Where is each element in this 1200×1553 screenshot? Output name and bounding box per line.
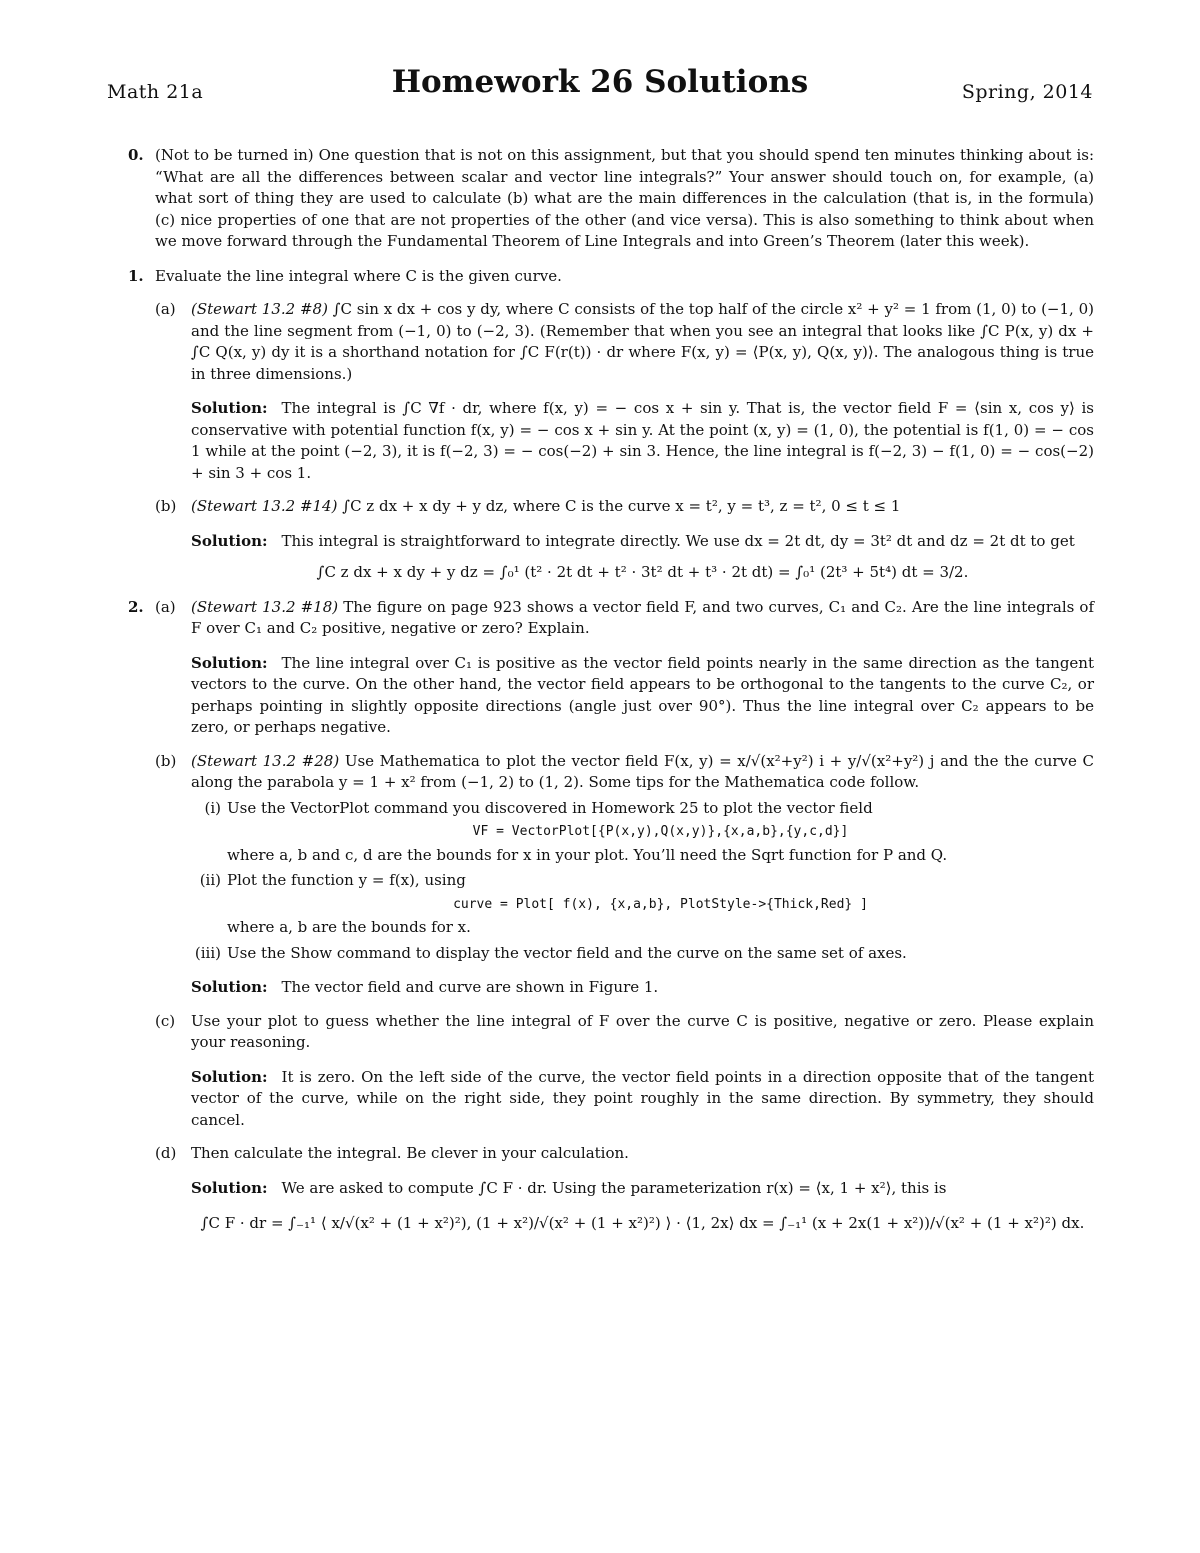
tip-text: Use the Show command to display the vector field and the curve on the same set of axes. — [227, 943, 907, 962]
page-title: Homework 26 Solutions — [391, 64, 809, 100]
code-snippet: curve = Plot[ f(x), {x,a,b}, PlotStyle->{Thick,Red} ] — [453, 896, 868, 912]
part-label: (b) — [155, 497, 177, 515]
tip-text: Use the VectorPlot command you discovered in Homework 25 to plot the vector field — [227, 798, 873, 817]
tip-ii — [191, 870, 1094, 939]
tip-label: (iii) — [194, 943, 221, 962]
problem-number: 0. — [128, 146, 144, 164]
solution-label: Solution: — [191, 531, 268, 550]
part-label: (d) — [155, 1144, 177, 1162]
question-text: ∫C sin x dx + cos y dy, where C consists of the top half of the circle x² + y² = 1 from (1, 0) to (−1, 0) and the line segment from (−1, 0) to (−2, 3). (Remember that when you see an integral that looks like ∫C P(x, y) dx + ∫C Q(x, y) dy it is a shorthand notation for ∫C F(r(t)) · dr where F(x, y) = ⟨P(x, y), Q(x, y)⟩. The analogous thing is true in three dimensions.) — [191, 300, 1094, 383]
textbook-reference: (Stewart 13.2 #28) — [191, 751, 340, 770]
problem-number: 1. — [128, 266, 144, 285]
problem-0 — [128, 145, 1094, 253]
solution — [191, 653, 1094, 739]
solution-text: It is zero. On the left side of the curve, the vector field points in a direction opposite that of the tangent vector of the curve, while on the right side, they point roughly in the same direction. By symmetry, they should cancel. — [191, 1067, 1094, 1129]
part-text — [191, 496, 1094, 518]
textbook-reference: (Stewart 13.2 #8) — [191, 300, 328, 318]
solution-text: We are asked to compute ∫C F · dr. Using the parameterization r(x) = ⟨x, 1 + x²⟩, this is — [281, 1178, 947, 1197]
solution — [191, 1178, 1094, 1200]
part-1a — [155, 299, 1094, 484]
part-label: (b) — [155, 751, 177, 770]
tip-label: (ii) — [199, 871, 221, 889]
part-2c — [155, 1011, 1094, 1132]
part-2a — [155, 597, 1094, 739]
tip-label: (i) — [204, 798, 221, 817]
solution — [191, 977, 1094, 999]
page-header — [107, 64, 1093, 112]
part-label: (a) — [155, 300, 176, 318]
part-2b — [155, 751, 1094, 999]
question-text: The figure on page 923 shows a vector field F, and two curves, C₁ and C₂. Are the line integrals of F over C₁ and C₂ positive, negative or zero? Explain. — [191, 597, 1094, 637]
solution — [191, 1067, 1094, 1132]
textbook-reference: (Stewart 13.2 #18) — [191, 597, 339, 616]
course-name: Math 21a — [107, 81, 204, 103]
part-1b — [155, 496, 1094, 584]
problem-1 — [128, 266, 1094, 584]
document-body — [128, 145, 1094, 1248]
textbook-reference: (Stewart 13.2 #14) — [191, 497, 338, 515]
solution-text: This integral is straightforward to integrate directly. We use dx = 2t dt, dy = 3t² dt and dz = 2t dt to get — [281, 531, 1075, 550]
tip-i — [191, 798, 1094, 867]
tip-note: where a, b are the bounds for x. — [227, 918, 471, 936]
tip-note: where a, b and c, d are the bounds for x in your plot. You’ll need the Sqrt function for P and Q. — [227, 845, 948, 864]
tip-text: Plot the function y = f(x), using — [227, 871, 466, 889]
term: Spring, 2014 — [961, 81, 1093, 103]
question-text: Then calculate the integral. Be clever in your calculation. — [191, 1144, 629, 1162]
solution-label: Solution: — [191, 978, 268, 996]
problem-2 — [128, 597, 1094, 1235]
part-text — [191, 597, 1094, 640]
question-text: ∫C z dx + x dy + y dz, where C is the curve x = t², y = t³, z = t², 0 ≤ t ≤ 1 — [342, 497, 901, 515]
solution — [191, 398, 1094, 484]
display-equation: ∫C z dx + x dy + y dz = ∫₀¹ (t² · 2t dt + t² · 3t² dt + t³ · 2t dt) = ∫₀¹ (2t³ + 5t⁴) dt = 3/2. — [316, 563, 969, 581]
part-2d — [155, 1143, 1094, 1235]
solution-label: Solution: — [191, 1178, 268, 1197]
question-text: Use your plot to guess whether the line integral of F over the curve C is positive, negative or zero. Please explain your reasoning. — [191, 1011, 1094, 1051]
part-label: (c) — [155, 1011, 176, 1030]
tip-iii — [191, 943, 1094, 965]
solution-label: Solution: — [191, 653, 268, 672]
solution-label: Solution: — [191, 399, 268, 417]
problem-number: 2. — [128, 597, 144, 616]
part-text — [191, 299, 1094, 385]
solution-text: The line integral over C₁ is positive as the vector field points nearly in the same direction as the tangent vectors to the curve. On the other hand, the vector field appears to be orthogonal to the tangents to the curve C₂, or perhaps pointing in slightly opposite directions (angle just over 90°). Thus the line integral over C₂ appears to be zero, or perhaps negative. — [191, 653, 1094, 736]
display-equation: ∫C F · dr = ∫₋₁¹ ⟨ x/√(x² + (1 + x²)²), (1 + x²)/√(x² + (1 + x²)²) ⟩ · ⟨1, 2x⟩ dx = ∫₋₁¹ (x + 2x(1 + x²))/√(x² + (1 + x²)²) dx. — [200, 1214, 1085, 1232]
solution-label: Solution: — [191, 1067, 268, 1086]
question-text: Use Mathematica to plot the vector field F(x, y) = x/√(x²+y²) i + y/√(x²+y²) j and the the curve C along the parabola y = 1 + x² from (−1, 2) to (1, 2). Some tips for the Mathematica code follow. — [191, 751, 1094, 791]
part-text — [191, 751, 1094, 794]
code-snippet: VF = VectorPlot[{P(x,y),Q(x,y)},{x,a,b},{y,c,d}] — [472, 824, 849, 839]
problem-intro: Evaluate the line integral where C is the given curve. — [155, 266, 562, 285]
solution-text: The vector field and curve are shown in Figure 1. — [281, 978, 659, 996]
solution — [191, 531, 1094, 553]
part-label: (a) — [155, 597, 176, 616]
problem-text: (Not to be turned in) One question that is not on this assignment, but that you should spend ten minutes thinking about is: “What are all the differences between scalar and vector line integrals?” Your answer should touch on, for example, (a) what sort of thing they are used to calculate (b) what are the main differences in the calculation (that is, in the formula) (c) nice properties of one that are not properties of the other (and vice versa). This is also something to think about when we move forward through the Fundamental Theorem of Line Integrals and into Green’s Theorem (later this week). — [155, 146, 1094, 250]
solution-text: The integral is ∫C ∇f · dr, where f(x, y) = − cos x + sin y. That is, the vector field F = ⟨sin x, cos y⟩ is conservative with potential function f(x, y) = − cos x + sin y. At the point (x, y) = (1, 0), the potential is f(1, 0) = − cos 1 while at the point (−2, 3), it is f(−2, 3) = − cos(−2) + sin 3. Hence, the line integral is f(−2, 3) − f(1, 0) = − cos(−2) + sin 3 + cos 1. — [191, 399, 1094, 482]
